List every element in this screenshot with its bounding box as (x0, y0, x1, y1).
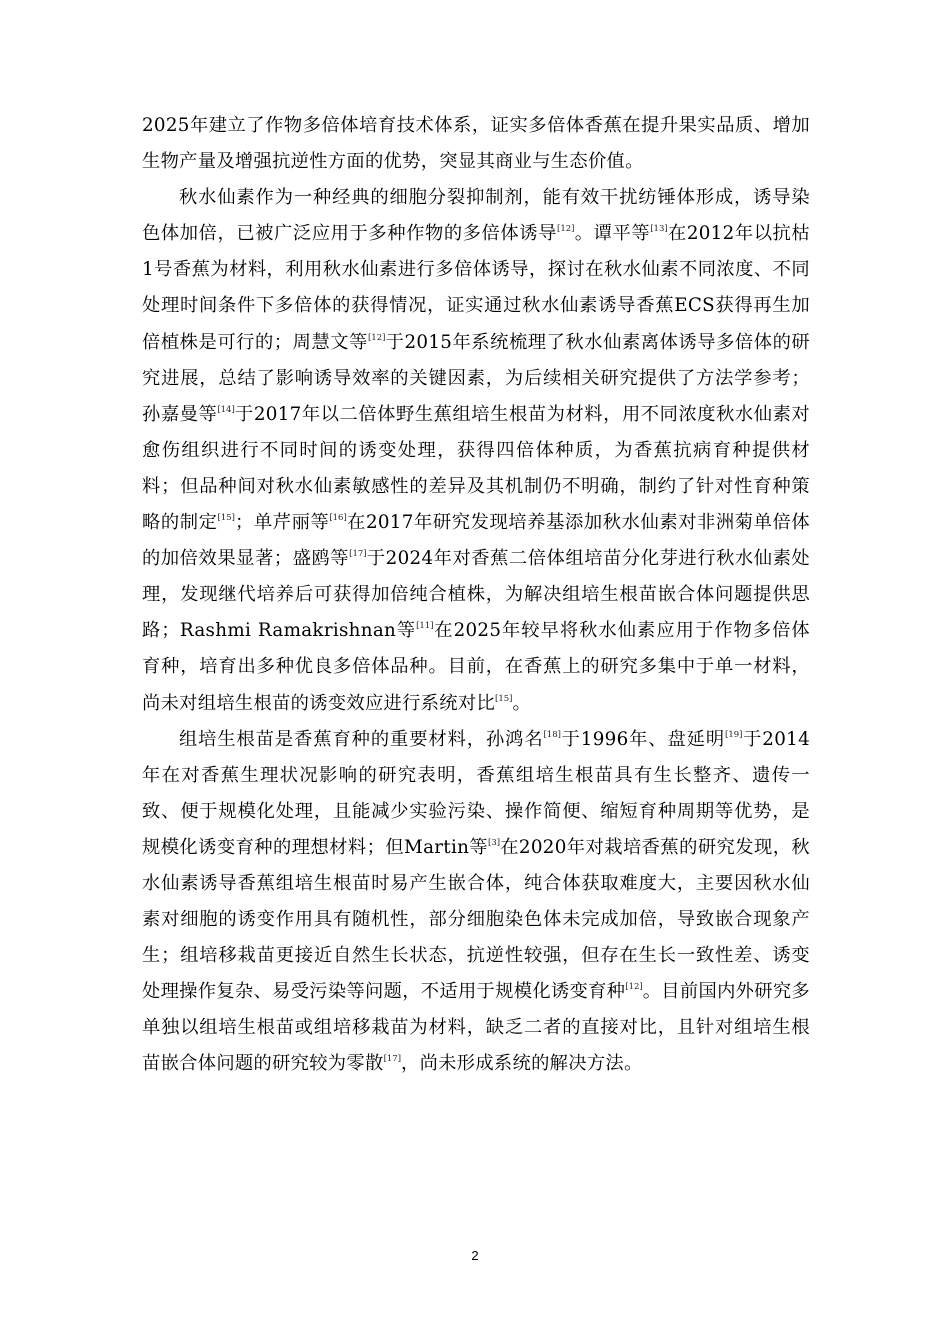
text-run: ；单芹丽等 (234, 512, 330, 534)
body-paragraph (142, 722, 810, 1083)
body-text (142, 108, 810, 1083)
text-run: 于2015年系统梳理了秋水仙素离体诱导多倍体的研究进展，总结了影响诱导效率的关键因素，为后续相关研究提供了方法学参考；孙嘉曼等 (142, 331, 810, 425)
citation-ref: [12] (367, 332, 386, 343)
text-run: 在2012年以抗枯1号香蕉为材料，利用秋水仙素进行多倍体诱导，探讨在秋水仙素不同浓度、不同处理时间条件下多倍体的获得情况，证实通过秋水仙素诱导香蕉ECS获得再生加倍植株是可行的；周慧文等 (142, 223, 810, 353)
text-run: 2025年建立了作物多倍体培育技术体系，证实多倍体香蕉在提升果实品质、增加生物产量及增强抗逆性方面的优势，突显其商业与生态价值。 (142, 115, 810, 173)
text-run: 于2024年对香蕉二倍体组培苗分化芽进行秋水仙素处理，发现继代培养后可获得加倍纯合植株，为解决组培生根苗嵌合体问题提供思路；Rashmi Ramakrishnan等 (142, 548, 810, 642)
text-run: ，尚未形成系统的解决方法。 (401, 1053, 643, 1075)
citation-ref: [19] (725, 729, 743, 740)
text-run: 。 (512, 692, 532, 714)
text-run: 组培生根苗是香蕉育种的重要材料，孙鸿名 (179, 728, 544, 750)
text-run: 。谭平等 (574, 223, 651, 245)
text-run: 于2017年以二倍体野生蕉组培生根苗为材料，用不同浓度秋水仙素对愈伤组织进行不同时间的诱变处理，获得四倍体种质，为香蕉抗病育种提供材料；但品种间对秋水仙素敏感性的差异及其机制仍不明确，制约了针对性育种策略的制定 (142, 403, 811, 534)
citation-ref: [12] (557, 224, 575, 235)
text-run: 在2020年对栽培香蕉的研究发现，秋水仙素诱导香蕉组培生根苗时易产生嵌合体，纯合体获取难度大，主要因秋水仙素对细胞的诱变作用具有随机性，部分细胞染色体未完成加倍，导致嵌合现象产生；组培移栽苗更接近自然生长状态，抗逆性较强，但存在生长一致性差、诱变处理操作复杂、易受污染等问题，不适用于规模化诱变育种 (142, 836, 810, 1003)
citation-ref: [17] (349, 549, 367, 560)
citation-ref: [15] (495, 693, 513, 704)
text-run: 秋水仙素作为一种经典的细胞分裂抑制剂，能有效干扰纺锤体形成，诱导染色体加倍，已被广泛应用于多种作物的多倍体诱导 (142, 187, 810, 245)
citation-ref: [13] (650, 224, 668, 235)
citation-ref: [18] (543, 729, 561, 740)
citation-ref: [15] (217, 513, 235, 524)
page-number: 2 (471, 1248, 479, 1263)
text-run: 于2014年在对香蕉生理状况影响的研究表明，香蕉组培生根苗具有生长整齐、遗传一致、便于规模化处理，且能减少实验污染、操作简便、缩短育种周期等优势，是规模化诱变育种的理想材料；但Martin等 (142, 728, 810, 858)
text-run: 在2017年研究发现培养基添加秋水仙素对非洲菊单倍体的加倍效果显著；盛鸥等 (142, 512, 811, 570)
citation-ref: [17] (383, 1054, 402, 1065)
text-run: 在2025年较早将秋水仙素应用于作物多倍体育种，培育出多种优良多倍体品种。目前，在香蕉上的研究多集中于单一材料，尚未对组培生根苗的诱变效应进行系统对比 (142, 620, 810, 714)
citation-ref: [14] (217, 404, 235, 415)
text-run: 于1996年、盘延明 (560, 728, 726, 750)
body-paragraph (142, 108, 810, 180)
text-run: 。目前国内外研究多单独以组培生根苗或组培移栽苗为材料，缺乏二者的直接对比，且针对组培生根苗嵌合体问题的研究较为零散 (142, 981, 810, 1075)
citation-ref: [3] (488, 837, 501, 848)
citation-ref: [16] (329, 513, 347, 524)
citation-ref: [11] (416, 621, 434, 632)
body-paragraph (142, 180, 810, 721)
citation-ref: [12] (625, 982, 643, 993)
